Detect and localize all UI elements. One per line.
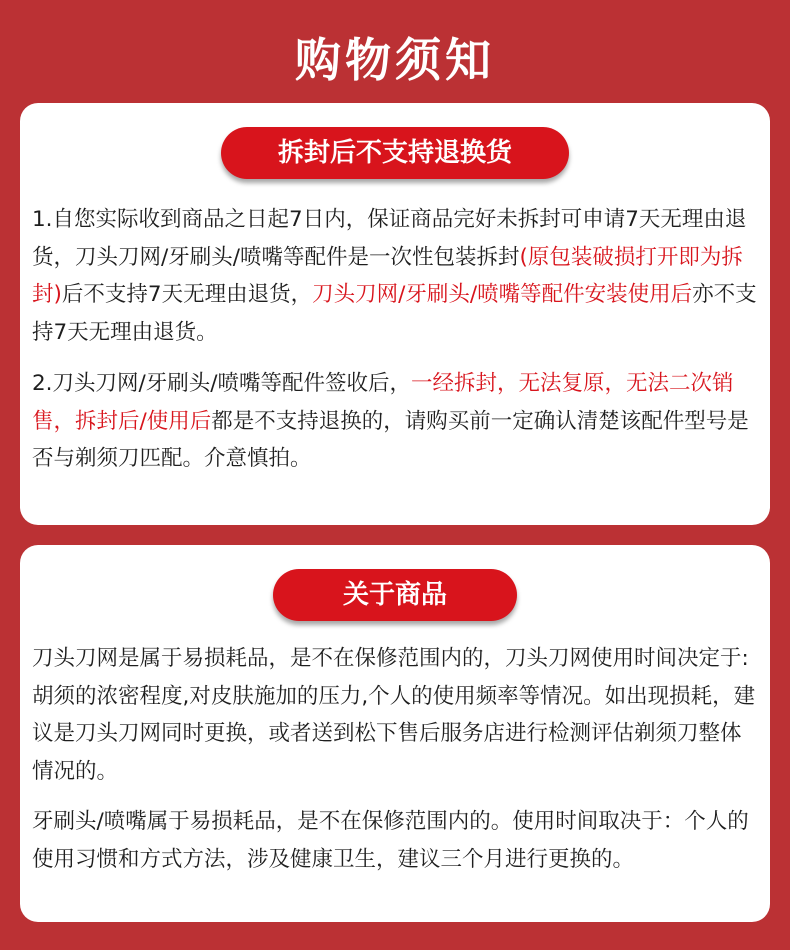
section-heading-no-return-after-unsealing: 拆封后不支持退换货 (221, 127, 569, 179)
text-segment: 2.刀头刀网/牙刷头/喷嘴等配件签收后， (32, 371, 412, 396)
highlight-text: (原包装破损打开即为拆封) (32, 244, 743, 307)
text-segment: 后不支持7天无理由退货， (61, 282, 313, 307)
return-policy-paragraph-2 (32, 365, 759, 478)
highlight-text: 一经拆封，无法复原，无法二次销售，拆封后/使用后 (32, 371, 734, 434)
notice-card-return-policy (20, 103, 770, 525)
text-segment: 亦不支持7天无理由退货。 (32, 282, 757, 345)
section-heading-about-product: 关于商品 (273, 569, 517, 621)
text-segment: 都是不支持退换的，请购买前一定确认清楚该配件型号是否与剃须刀匹配。介意慎拍。 (32, 408, 749, 471)
notice-card-about-product (20, 545, 770, 922)
product-paragraph-1: 刀头刀网是属于易损耗品，是不在保修范围内的，刀头刀网使用时间决定于:胡须的浓密程度,对皮肤施加的压力,个人的使用频率等情况。如出现损耗，建议是刀头刀网同时更换，或者送到松下售后服务店进行检测评估剃须刀整体情况的。 (32, 646, 756, 784)
return-policy-paragraph-1 (32, 201, 759, 351)
text-segment: 1.自您实际收到商品之日起7日内，保证商品完好未拆封可申请7天无理由退货，刀头刀网/牙刷头/喷嘴等配件是一次性包装拆封 (32, 207, 747, 270)
highlight-text: 刀头刀网/牙刷头/喷嘴等配件安装使用后 (312, 282, 693, 307)
page-title: 购物须知 (295, 33, 495, 87)
product-paragraph-2: 牙刷头/喷嘴属于易损耗品，是不在保修范围内的。使用时间取决于：个人的使用习惯和方式方法，涉及健康卫生，建议三个月进行更换的。 (32, 809, 749, 872)
